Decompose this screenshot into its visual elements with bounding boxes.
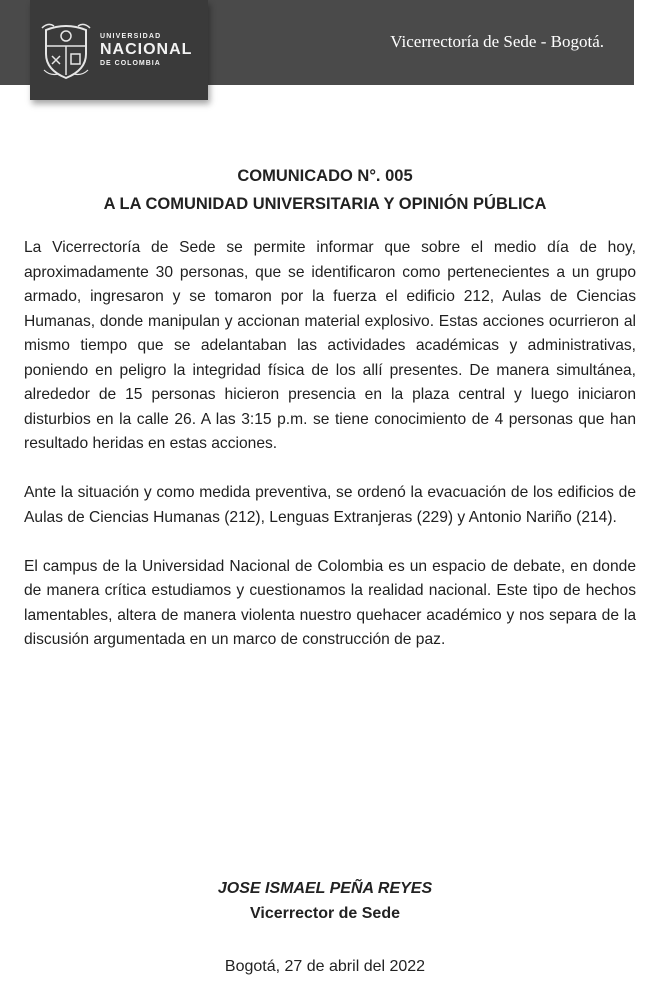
office-title: Vicerrectoría de Sede - Bogotá. <box>390 32 604 51</box>
paragraph-statement: El campus de la Universidad Nacional de Colombia es un espacio de debate, en donde de manera crítica estudiamos y cuestionamos la realidad nacional. Este tipo de hechos lamentables, altera de manera violenta nuestro quehacer académico y nos separa de la discusión argumentada en un marco de construcción de paz. <box>24 557 636 648</box>
paragraph-evacuation: Ante la situación y como medida preventiva, se ordenó la evacuación de los edificios de Aulas de Ciencias Humanas (212), Lenguas Extranjeras (229) y Antonio Nariño (214). <box>24 484 636 526</box>
communique-body <box>24 236 636 677</box>
communique-number: COMUNICADO N°. 005 <box>237 167 413 185</box>
signer-role: Vicerrector de Sede <box>249 905 400 922</box>
coat-of-arms-icon <box>40 20 92 80</box>
logo-line-universidad: UNIVERSIDAD <box>100 33 162 40</box>
logo-wordmark <box>100 33 192 67</box>
logo-line-nacional: NACIONAL <box>100 41 193 58</box>
logo-line-de-colombia: DE COLOMBIA <box>100 60 161 67</box>
university-logo <box>30 0 208 100</box>
signature-block <box>0 876 650 926</box>
header-bar <box>0 0 634 85</box>
paragraph-incident: La Vicerrectoría de Sede se permite informar que sobre el medio día de hoy, aproximadamente 30 personas, que se identificaron como pertenecientes a un grupo armado, ingresaron y se tomaron por la fuerza el edificio 212, Aulas de Ciencias Humanas, donde manipulan y accionan material explosivo. Estas acciones ocurrieron al mismo tiempo que se adelantaban las actividades académicas y administrativas, poniendo en peligro la integridad física de los allí presentes. De manera simultánea, alrededor de 15 personas hicieron presencia en la plaza central y luego iniciaron disturbios en la calle 26. A las 3:15 p.m. se tiene conocimiento de 4 personas que han resultado heridas en estas acciones. <box>24 239 636 452</box>
communique-title <box>0 162 650 218</box>
document-date: Bogotá, 27 de abril del 2022 <box>224 958 426 975</box>
communique-audience: A LA COMUNIDAD UNIVERSITARIA Y OPINIÓN PÚBLICA <box>103 195 547 213</box>
signer-name: JOSE ISMAEL PEÑA REYES <box>217 880 433 897</box>
